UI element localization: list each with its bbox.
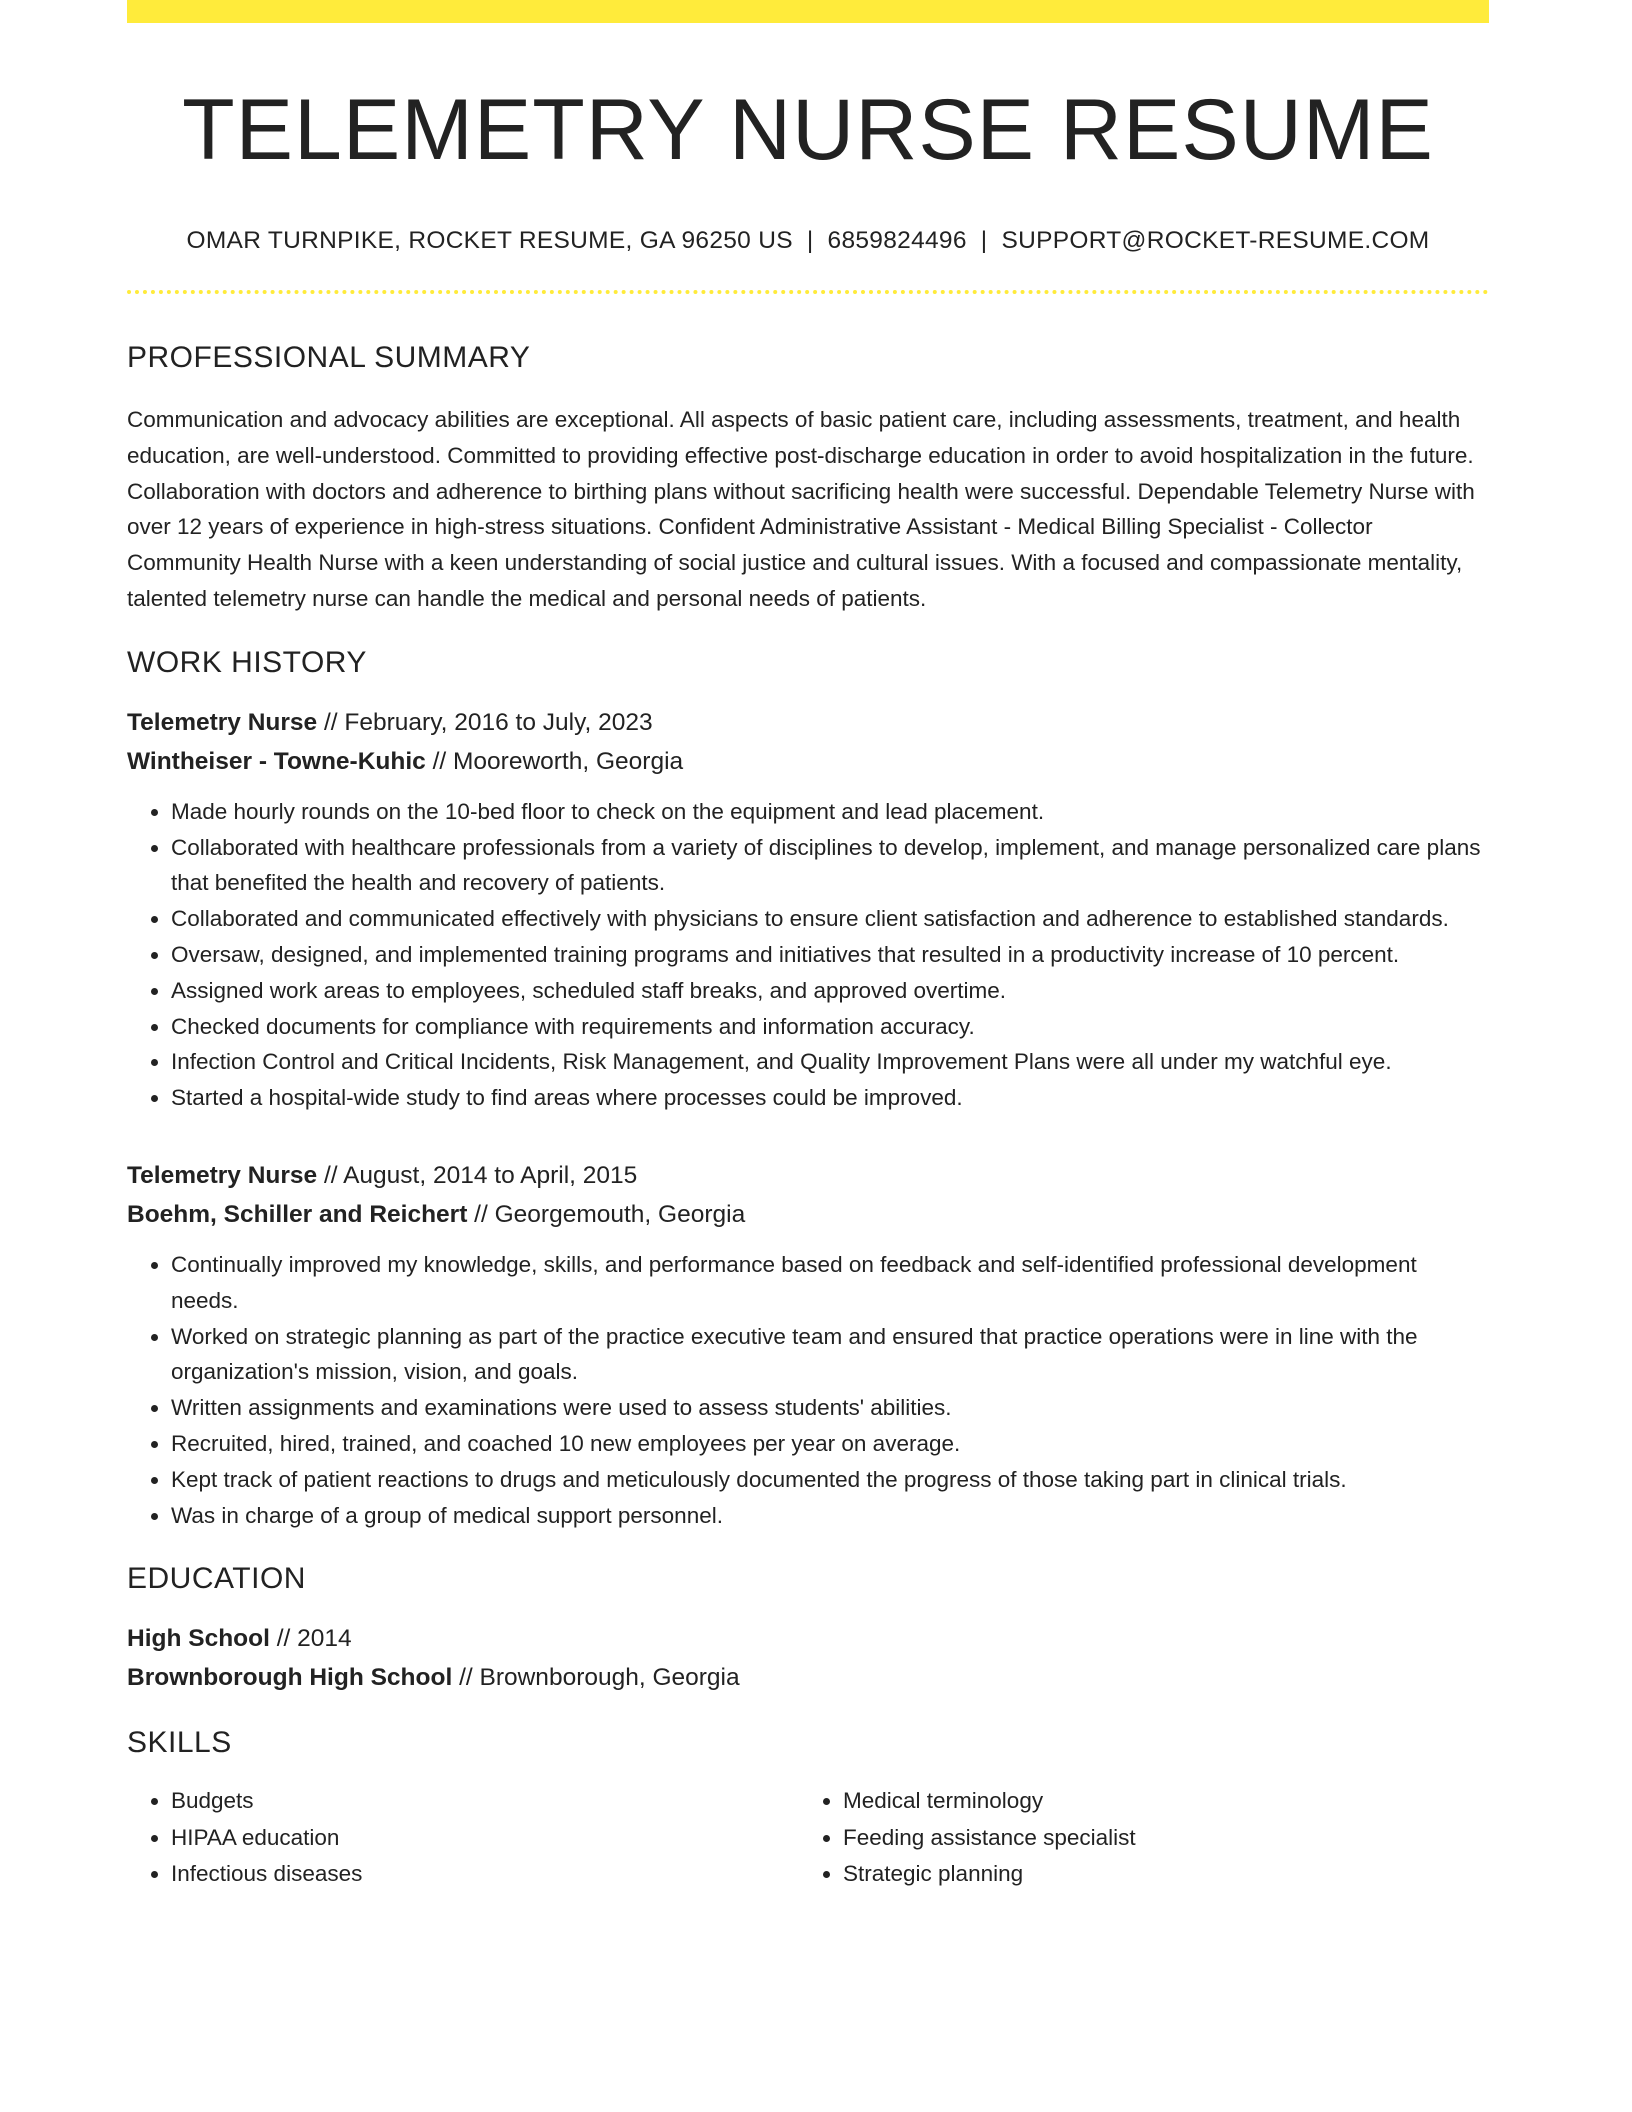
job-entry [127,1156,1489,1533]
job-location: // Mooreworth, Georgia [425,747,684,775]
job-bullets [127,1247,1489,1533]
list-item: • Recruited, hired, trained, and coached 10 new employees per year on average. [171,1426,1489,1462]
contact-separator: | [806,226,814,254]
resume-title: TELEMETRY NURSE RESUME [182,82,1434,178]
skill-item: • Infectious diseases [171,1856,799,1893]
contact-separator: | [980,226,988,254]
skills-heading: SKILLS [127,1726,232,1760]
skills-column-right [799,1783,1471,1893]
list-item: • Kept track of patient reactions to drugs and meticulously documented the progress of those taking part in clinical trials. [171,1462,1489,1498]
job-title-line [127,703,1489,742]
job-employer-line [127,1195,1489,1234]
list-item: • Collaborated with healthcare professionals from a variety of disciplines to develop, implement, and manage personalized care plans that benefited the health and recovery of patients. [171,830,1489,902]
job-bullets [127,794,1489,1116]
education-location: // Brownborough, Georgia [452,1664,740,1692]
job-location: // Georgemouth, Georgia [467,1200,746,1228]
list-item: • Checked documents for compliance with requirements and information accuracy. [171,1009,1489,1045]
summary-heading: PROFESSIONAL SUMMARY [127,340,531,374]
work-history-heading: WORK HISTORY [127,645,367,679]
resume-page [127,0,1489,1893]
skill-item: • Feeding assistance specialist [843,1820,1471,1857]
skill-item: • Medical terminology [843,1783,1471,1820]
skills-column-left [127,1783,799,1893]
job-employer: Boehm, Schiller and Reichert [127,1200,468,1228]
job-employer: Wintheiser - Towne-Kuhic [127,747,426,775]
skill-item: • HIPAA education [171,1820,799,1857]
job-role: Telemetry Nurse [127,1161,318,1189]
list-item: • Written assignments and examinations were used to assess students' abilities. [171,1390,1489,1426]
job-dates: // February, 2016 to July, 2023 [317,708,653,736]
list-item: • Was in charge of a group of medical support personnel. [171,1498,1489,1534]
list-item: • Worked on strategic planning as part of the practice executive team and ensured that practice operations were in line with the organization's mission, vision, and goals. [171,1319,1489,1391]
job-role: Telemetry Nurse [127,708,318,736]
list-item: • Collaborated and communicated effectively with physicians to ensure client satisfaction and adherence to established standards. [171,901,1489,937]
education-school: Brownborough High School [127,1664,453,1692]
contact-email: SUPPORT@ROCKET-RESUME.COM [1001,226,1430,254]
list-item: • Continually improved my knowledge, skills, and performance based on feedback and self-identified professional development needs. [171,1247,1489,1319]
summary-text: Communication and advocacy abilities are exceptional. All aspects of basic patient care, including assessments, treatment, and health education, are well-understood. Committed to providing effective post-discharge education in order to avoid hospitalization in the future. Collaboration with doctors and adherence to birthing plans without sacrificing health were successful. Dependable Telemetry Nurse with over 12 years of experience in high-stress situations. Confident Administrative Assistant - Medical Billing Specialist - Collector Community Health Nurse with a keen understanding of social justice and cultural issues. With a focused and compassionate mentality, talented telemetry nurse can handle the medical and personal needs of patients. [127,406,1475,611]
contact-phone: 6859824496 [827,226,967,254]
job-title-line [127,1156,1489,1195]
job-employer-line [127,742,1489,781]
accent-top-bar [127,0,1489,23]
education-school-line [127,1658,1489,1697]
education-year: // 2014 [269,1625,352,1653]
skill-item: • Budgets [171,1783,799,1820]
contact-address: OMAR TURNPIKE, ROCKET RESUME, GA 96250 US [186,226,793,254]
job-entry [127,703,1489,1116]
education-degree: High School [127,1625,270,1653]
job-dates: // August, 2014 to April, 2015 [317,1161,638,1189]
skill-item: • Strategic planning [843,1856,1471,1893]
education-heading: EDUCATION [127,1562,306,1596]
list-item: • Infection Control and Critical Incidents, Risk Management, and Quality Improvement Plans were all under my watchful eye. [171,1044,1489,1080]
education-entry [127,1619,1489,1697]
list-item: • Made hourly rounds on the 10-bed floor to check on the equipment and lead placement. [171,794,1489,830]
skills-grid [127,1783,1489,1893]
education-degree-line [127,1619,1489,1658]
dotted-divider [127,290,1489,294]
list-item: • Oversaw, designed, and implemented training programs and initiatives that resulted in a productivity increase of 10 percent. [171,937,1489,973]
list-item: • Assigned work areas to employees, scheduled staff breaks, and approved overtime. [171,973,1489,1009]
contact-line [127,226,1489,255]
list-item: • Started a hospital-wide study to find areas where processes could be improved. [171,1080,1489,1116]
